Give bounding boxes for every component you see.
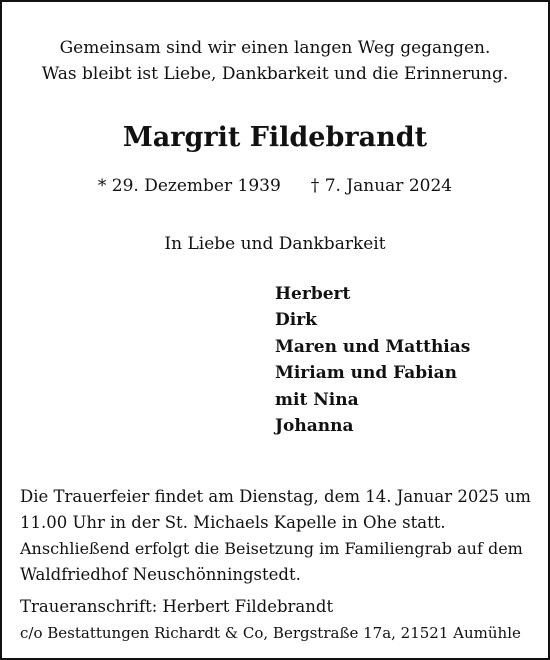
address-line-2: c/o Bestattungen Richardt & Co, Bergstraße 17a, 21521 Aumühle [20,624,521,642]
family-list [275,281,470,439]
address-line-1: Traueranschrift: Herbert Fildebrandt [20,597,334,616]
family-member: mit Nina [275,389,359,410]
dedication: In Liebe und Dankbarkeit [164,234,386,254]
motto-line-1: Gemeinsam sind wir einen langen Weg gegangen. [59,38,491,58]
motto [2,35,548,87]
family-member: Johanna [275,416,354,437]
family-member: Dirk [275,310,317,331]
ceremony-line-1: Die Trauerfeier findet am Dienstag, dem 14. Januar 2025 um [20,487,531,506]
ceremony-line-2: 11.00 Uhr in der St. Michaels Kapelle in Ohe statt. [20,513,446,532]
mourning-address [20,594,532,646]
life-dates [2,173,548,199]
deceased-name: Margrit Fildebrandt [122,122,428,153]
family-member: Herbert [275,284,351,304]
family-member: Miriam und Fabian [275,363,458,384]
birth-date: * 29. Dezember 1939 [97,176,281,196]
ceremony-line-3: Anschließend erfolgt die Beisetzung im Familiengrab auf dem [20,539,523,558]
death-date: † 7. Januar 2024 [310,176,453,196]
ceremony-info [20,484,532,588]
ceremony-line-4: Waldfriedhof Neuschönningstedt. [20,565,301,584]
motto-line-2: Was bleibt ist Liebe, Dankbarkeit und die Erinnerung. [41,64,509,84]
family-member: Maren und Matthias [275,336,471,357]
